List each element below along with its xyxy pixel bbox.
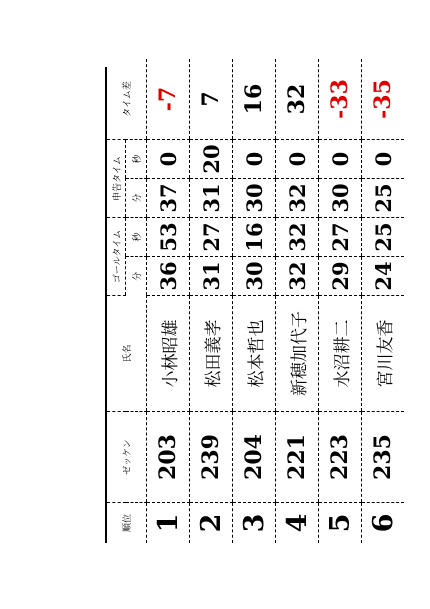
cell-goal-min: 24 <box>362 257 405 296</box>
cell-decl-sec: 20 <box>190 140 233 179</box>
cell-bib: 204 <box>233 412 276 503</box>
cell-goal-min: 30 <box>233 257 276 296</box>
cell-decl-min: 37 <box>147 179 190 218</box>
table-row <box>190 59 233 543</box>
cell-bib: 223 <box>319 412 362 503</box>
cell-decl-min: 31 <box>190 179 233 218</box>
cell-name: 水沼耕二 <box>319 296 362 412</box>
cell-diff: -33 <box>319 59 362 140</box>
cell-rank: 3 <box>233 503 276 544</box>
header-goal-sec: 秒 <box>126 218 147 257</box>
cell-bib: 235 <box>362 412 405 503</box>
cell-name: 松本哲也 <box>233 296 276 412</box>
table-row <box>233 59 276 543</box>
cell-diff: -35 <box>362 59 405 140</box>
cell-decl-sec: 0 <box>319 140 362 179</box>
cell-rank: 4 <box>276 503 319 544</box>
cell-goal-min: 31 <box>190 257 233 296</box>
cell-goal-min: 36 <box>147 257 190 296</box>
cell-goal-sec: 53 <box>147 218 190 257</box>
cell-decl-sec: 0 <box>276 140 319 179</box>
cell-decl-sec: 0 <box>362 140 405 179</box>
header-decl-min: 分 <box>126 179 147 218</box>
header-name: 氏名 <box>107 296 147 412</box>
header-declared-time: 申告タイム <box>107 140 126 218</box>
cell-decl-min: 25 <box>362 179 405 218</box>
header-goal-time: ゴールタイム <box>107 218 126 296</box>
table-row <box>362 59 405 543</box>
cell-rank: 1 <box>147 503 190 544</box>
cell-name: 小林昭雄 <box>147 296 190 412</box>
cell-goal-min: 32 <box>276 257 319 296</box>
cell-rank: 5 <box>319 503 362 544</box>
cell-bib: 221 <box>276 412 319 503</box>
cell-goal-min: 29 <box>319 257 362 296</box>
table-row <box>319 59 362 543</box>
cell-decl-sec: 0 <box>233 140 276 179</box>
results-table <box>107 59 404 543</box>
cell-goal-sec: 25 <box>362 218 405 257</box>
cell-bib: 203 <box>147 412 190 503</box>
cell-rank: 6 <box>362 503 405 544</box>
cell-goal-sec: 32 <box>276 218 319 257</box>
cell-diff: 32 <box>276 59 319 140</box>
cell-decl-min: 32 <box>276 179 319 218</box>
cell-name: 宮川友香 <box>362 296 405 412</box>
header-bib: ゼッケン <box>107 412 147 503</box>
cell-goal-sec: 27 <box>319 218 362 257</box>
cell-decl-min: 30 <box>319 179 362 218</box>
table-row <box>276 59 319 543</box>
cell-decl-min: 30 <box>233 179 276 218</box>
cell-goal-sec: 27 <box>190 218 233 257</box>
header-goal-min: 分 <box>126 257 147 296</box>
cell-decl-sec: 0 <box>147 140 190 179</box>
cell-name: 新穂加代子 <box>276 296 319 412</box>
cell-bib: 239 <box>190 412 233 503</box>
header-diff: タイム差 <box>107 59 147 140</box>
cell-name: 松田義孝 <box>190 296 233 412</box>
cell-goal-sec: 16 <box>233 218 276 257</box>
header-decl-sec: 秒 <box>126 140 147 179</box>
cell-rank: 2 <box>190 503 233 544</box>
table-row <box>147 59 190 543</box>
cell-diff: -7 <box>147 59 190 140</box>
cell-diff: 7 <box>190 59 233 140</box>
cell-diff: 16 <box>233 59 276 140</box>
header-rank: 順位 <box>123 514 133 533</box>
